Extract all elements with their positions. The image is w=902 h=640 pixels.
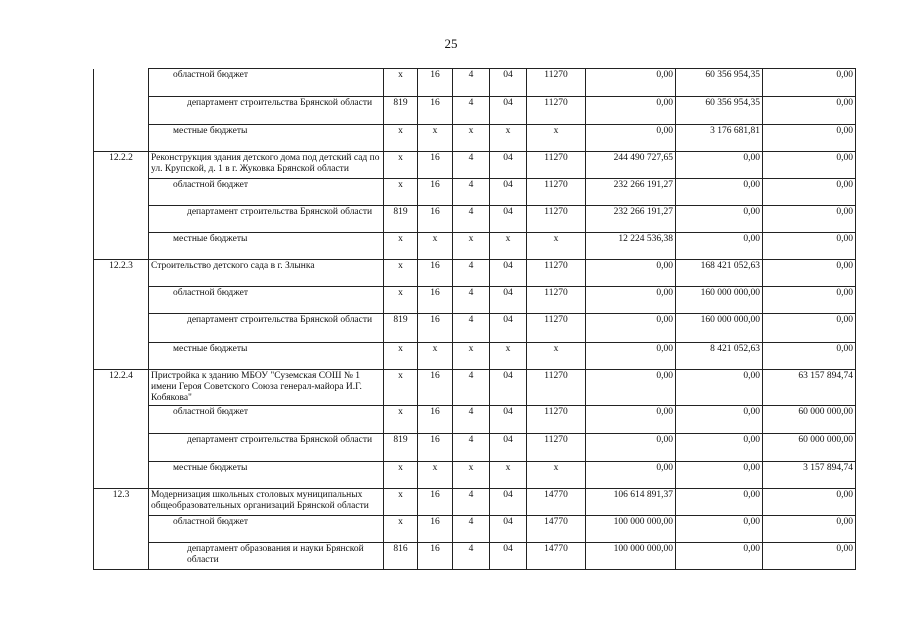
table-row (94, 287, 856, 314)
cell-grbs: х (384, 179, 418, 206)
cell-value-1: 232 266 191,27 (586, 179, 676, 206)
cell-grbs: х (384, 406, 418, 434)
cell-om: х (490, 343, 527, 370)
cell-value-3: 0,00 (763, 489, 856, 516)
cell-pgp: х (453, 343, 490, 370)
row-index (94, 314, 149, 343)
cell-pgp: 4 (453, 543, 490, 570)
cell-grbs: 819 (384, 97, 418, 125)
cell-code: х (527, 233, 586, 260)
table-row (94, 97, 856, 125)
cell-value-2: 8 421 052,63 (676, 343, 763, 370)
row-name: департамент строительства Брянской области (149, 434, 384, 462)
cell-grbs: 819 (384, 434, 418, 462)
cell-pgp: х (453, 462, 490, 489)
cell-value-3: 0,00 (763, 152, 856, 179)
table-body (94, 69, 856, 570)
cell-pgp: х (453, 233, 490, 260)
cell-value-1: 0,00 (586, 125, 676, 152)
row-index (94, 406, 149, 434)
row-name: областной бюджет (149, 179, 384, 206)
table-row (94, 489, 856, 516)
table-row (94, 179, 856, 206)
cell-gp: х (418, 343, 453, 370)
table-row (94, 406, 856, 434)
cell-om: 04 (490, 370, 527, 406)
row-name: департамент строительства Брянской области (149, 97, 384, 125)
row-index (94, 516, 149, 543)
cell-value-2: 0,00 (676, 206, 763, 233)
row-name: Модернизация школьных столовых муниципальных общеобразовательных организаций Брянской области (149, 489, 384, 516)
cell-om: х (490, 233, 527, 260)
cell-value-2: 0,00 (676, 406, 763, 434)
cell-code: 14770 (527, 489, 586, 516)
cell-value-1: 0,00 (586, 434, 676, 462)
cell-om: 04 (490, 206, 527, 233)
cell-gp: 16 (418, 406, 453, 434)
cell-code: 11270 (527, 260, 586, 287)
cell-value-3: 0,00 (763, 125, 856, 152)
cell-value-2: 168 421 052,63 (676, 260, 763, 287)
cell-value-2: 3 176 681,81 (676, 125, 763, 152)
cell-om: 04 (490, 260, 527, 287)
cell-pgp: 4 (453, 179, 490, 206)
cell-pgp: 4 (453, 406, 490, 434)
cell-value-3: 0,00 (763, 97, 856, 125)
cell-pgp: 4 (453, 97, 490, 125)
cell-code: 11270 (527, 434, 586, 462)
cell-grbs: 819 (384, 314, 418, 343)
cell-grbs: 816 (384, 543, 418, 570)
row-index: 12.2.2 (94, 152, 149, 179)
cell-gp: 16 (418, 260, 453, 287)
table-row (94, 543, 856, 570)
cell-code: 11270 (527, 406, 586, 434)
table-row (94, 260, 856, 287)
cell-grbs: х (384, 287, 418, 314)
cell-value-2: 0,00 (676, 489, 763, 516)
cell-om: 04 (490, 97, 527, 125)
cell-code: 11270 (527, 370, 586, 406)
cell-value-3: 0,00 (763, 69, 856, 97)
cell-code: х (527, 343, 586, 370)
cell-value-2: 0,00 (676, 434, 763, 462)
cell-value-1: 0,00 (586, 314, 676, 343)
budget-table (93, 68, 856, 570)
cell-value-2: 0,00 (676, 543, 763, 570)
cell-value-3: 0,00 (763, 287, 856, 314)
cell-gp: 16 (418, 206, 453, 233)
cell-value-1: 0,00 (586, 343, 676, 370)
page-number: 25 (444, 36, 458, 51)
cell-value-1: 0,00 (586, 462, 676, 489)
cell-value-3: 60 000 000,00 (763, 434, 856, 462)
cell-value-3: 0,00 (763, 314, 856, 343)
row-name: местные бюджеты (149, 233, 384, 260)
table-row (94, 462, 856, 489)
cell-pgp: 4 (453, 206, 490, 233)
cell-value-3: 60 000 000,00 (763, 406, 856, 434)
cell-code: х (527, 125, 586, 152)
cell-gp: 16 (418, 314, 453, 343)
cell-value-3: 0,00 (763, 206, 856, 233)
cell-pgp: 4 (453, 69, 490, 97)
cell-value-3: 0,00 (763, 179, 856, 206)
cell-value-2: 0,00 (676, 179, 763, 206)
cell-value-2: 0,00 (676, 516, 763, 543)
row-index: 12.2.4 (94, 370, 149, 406)
cell-value-2: 160 000 000,00 (676, 314, 763, 343)
cell-grbs: х (384, 233, 418, 260)
cell-om: 04 (490, 406, 527, 434)
cell-value-1: 100 000 000,00 (586, 543, 676, 570)
row-index (94, 97, 149, 125)
cell-value-3: 0,00 (763, 516, 856, 543)
row-name: Реконструкция здания детского дома под детский сад по ул. Крупской, д. 1 в г. Жуковка Брянской области (149, 152, 384, 179)
cell-grbs: х (384, 260, 418, 287)
cell-om: 04 (490, 69, 527, 97)
cell-gp: х (418, 462, 453, 489)
row-index (94, 206, 149, 233)
cell-code: 11270 (527, 179, 586, 206)
cell-value-2: 160 000 000,00 (676, 287, 763, 314)
cell-gp: 16 (418, 287, 453, 314)
cell-value-2: 60 356 954,35 (676, 69, 763, 97)
row-name: департамент образования и науки Брянской области (149, 543, 384, 570)
cell-grbs: х (384, 69, 418, 97)
cell-pgp: 4 (453, 434, 490, 462)
cell-om: х (490, 125, 527, 152)
table-row (94, 516, 856, 543)
cell-gp: 16 (418, 489, 453, 516)
table-row (94, 370, 856, 406)
row-name: местные бюджеты (149, 343, 384, 370)
cell-code: 14770 (527, 516, 586, 543)
cell-gp: 16 (418, 179, 453, 206)
cell-om: 04 (490, 543, 527, 570)
cell-value-1: 0,00 (586, 69, 676, 97)
cell-grbs: х (384, 516, 418, 543)
row-index (94, 287, 149, 314)
cell-gp: 16 (418, 543, 453, 570)
cell-value-1: 106 614 891,37 (586, 489, 676, 516)
row-name: местные бюджеты (149, 125, 384, 152)
cell-om: х (490, 462, 527, 489)
cell-code: х (527, 462, 586, 489)
row-name: департамент строительства Брянской области (149, 314, 384, 343)
row-index: 12.2.3 (94, 260, 149, 287)
cell-grbs: х (384, 489, 418, 516)
cell-grbs: 819 (384, 206, 418, 233)
cell-gp: 16 (418, 69, 453, 97)
table-row (94, 314, 856, 343)
cell-pgp: 4 (453, 260, 490, 287)
row-index (94, 434, 149, 462)
cell-om: 04 (490, 287, 527, 314)
cell-gp: 16 (418, 434, 453, 462)
cell-grbs: х (384, 125, 418, 152)
table-row (94, 233, 856, 260)
cell-pgp: 4 (453, 287, 490, 314)
row-index (94, 233, 149, 260)
cell-om: 04 (490, 516, 527, 543)
cell-pgp: 4 (453, 489, 490, 516)
cell-value-2: 0,00 (676, 152, 763, 179)
cell-code: 14770 (527, 543, 586, 570)
cell-value-1: 0,00 (586, 406, 676, 434)
cell-om: 04 (490, 434, 527, 462)
row-index: 12.3 (94, 489, 149, 516)
cell-value-1: 12 224 536,38 (586, 233, 676, 260)
row-name: департамент строительства Брянской области (149, 206, 384, 233)
row-name: Пристройка к зданию МБОУ "Суземская СОШ № 1 имени Героя Советского Союза генерал-майора И.Г. Кобякова" (149, 370, 384, 406)
cell-value-1: 0,00 (586, 370, 676, 406)
cell-pgp: 4 (453, 152, 490, 179)
table-row (94, 125, 856, 152)
cell-code: 11270 (527, 206, 586, 233)
cell-om: 04 (490, 314, 527, 343)
cell-value-3: 3 157 894,74 (763, 462, 856, 489)
cell-code: 11270 (527, 152, 586, 179)
row-name: областной бюджет (149, 406, 384, 434)
row-index (94, 343, 149, 370)
cell-code: 11270 (527, 287, 586, 314)
table-row (94, 69, 856, 97)
cell-grbs: х (384, 152, 418, 179)
cell-value-3: 0,00 (763, 233, 856, 260)
cell-value-1: 100 000 000,00 (586, 516, 676, 543)
cell-value-1: 0,00 (586, 287, 676, 314)
row-name: областной бюджет (149, 287, 384, 314)
row-name: областной бюджет (149, 69, 384, 97)
row-name: местные бюджеты (149, 462, 384, 489)
cell-code: 11270 (527, 97, 586, 125)
cell-gp: 16 (418, 97, 453, 125)
cell-om: 04 (490, 179, 527, 206)
cell-om: 04 (490, 152, 527, 179)
cell-code: 11270 (527, 314, 586, 343)
row-index (94, 179, 149, 206)
cell-gp: х (418, 125, 453, 152)
table-row (94, 152, 856, 179)
row-index (94, 125, 149, 152)
cell-code: 11270 (527, 69, 586, 97)
cell-grbs: х (384, 370, 418, 406)
cell-value-3: 0,00 (763, 543, 856, 570)
cell-gp: 16 (418, 370, 453, 406)
cell-gp: 16 (418, 152, 453, 179)
row-index (94, 69, 149, 97)
cell-value-2: 0,00 (676, 370, 763, 406)
table-row (94, 434, 856, 462)
cell-gp: 16 (418, 516, 453, 543)
row-name: Строительство детского сада в г. Злынка (149, 260, 384, 287)
cell-pgp: 4 (453, 314, 490, 343)
cell-value-3: 0,00 (763, 343, 856, 370)
cell-pgp: х (453, 125, 490, 152)
cell-value-1: 232 266 191,27 (586, 206, 676, 233)
row-index (94, 543, 149, 570)
cell-gp: х (418, 233, 453, 260)
row-name: областной бюджет (149, 516, 384, 543)
table-row (94, 343, 856, 370)
cell-value-2: 0,00 (676, 233, 763, 260)
table-row (94, 206, 856, 233)
cell-value-2: 0,00 (676, 462, 763, 489)
cell-grbs: х (384, 462, 418, 489)
row-index (94, 462, 149, 489)
cell-value-2: 60 356 954,35 (676, 97, 763, 125)
cell-pgp: 4 (453, 516, 490, 543)
cell-value-1: 0,00 (586, 260, 676, 287)
cell-pgp: 4 (453, 370, 490, 406)
cell-value-1: 0,00 (586, 97, 676, 125)
cell-grbs: х (384, 343, 418, 370)
cell-om: 04 (490, 489, 527, 516)
cell-value-3: 63 157 894,74 (763, 370, 856, 406)
cell-value-1: 244 490 727,65 (586, 152, 676, 179)
cell-value-3: 0,00 (763, 260, 856, 287)
